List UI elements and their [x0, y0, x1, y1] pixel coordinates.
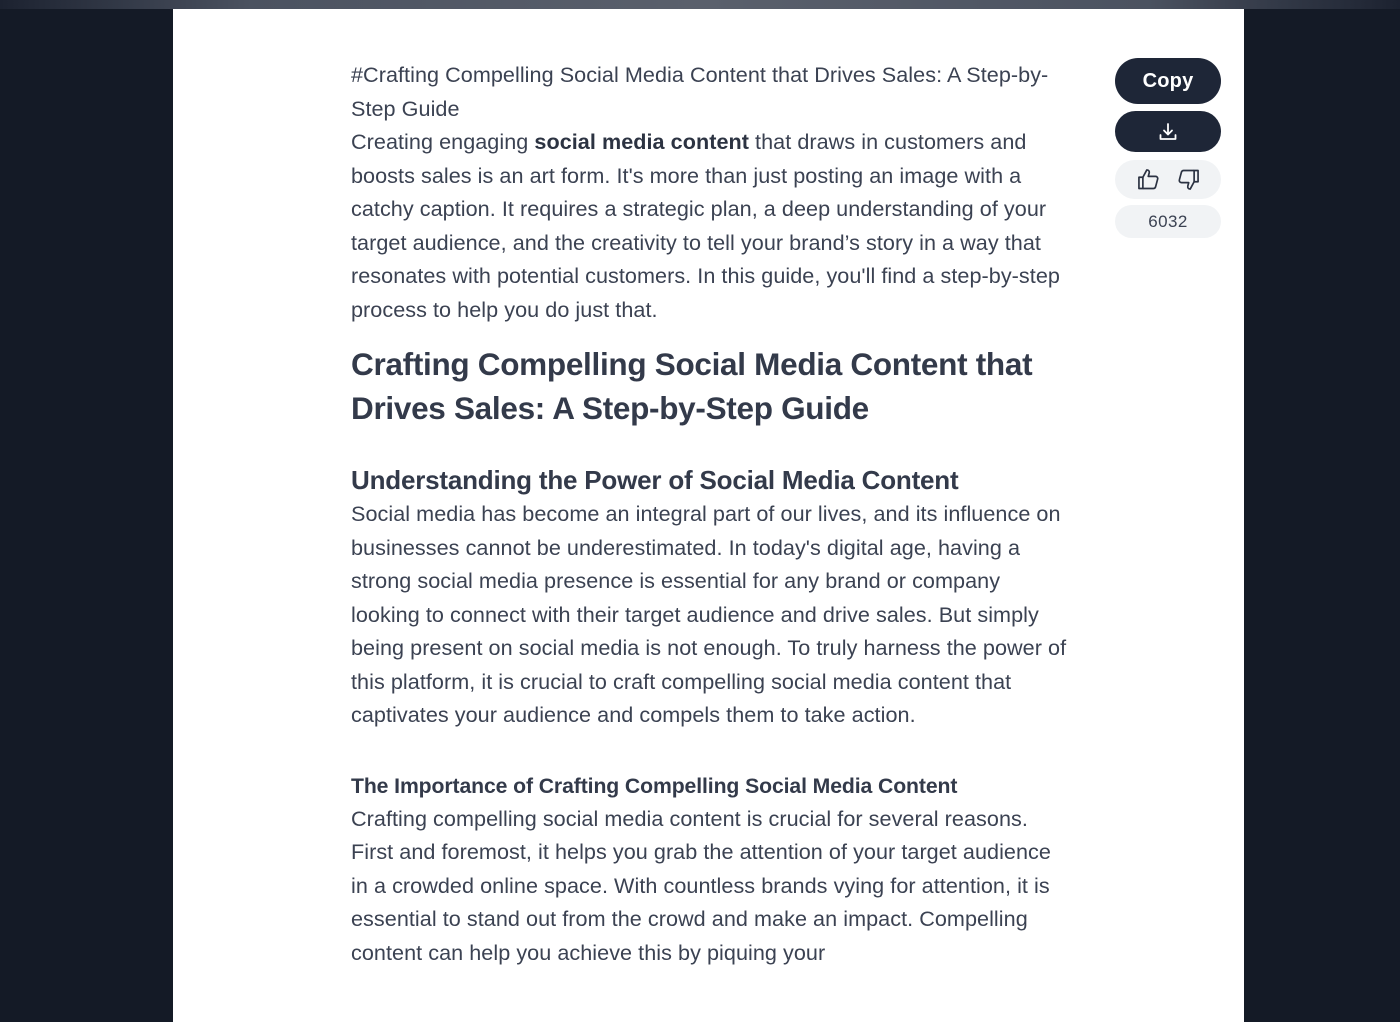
intro-paragraph: [351, 125, 1067, 326]
thumbs-up-icon[interactable]: [1134, 166, 1162, 194]
intro-text-start: Creating engaging: [351, 129, 535, 154]
section-paragraph: Social media has become an integral part of our lives, and its influence on businesses cannot be underestimated. In today's digital age, having a strong social media presence is essential for any brand or company looking to connect with their target audience and drive sales. But simply being present on social media is not enough. To truly harness the power of this platform, it is crucial to craft compelling social media content that captivates your audience and compels them to take action.: [351, 501, 1067, 727]
section-heading: Understanding the Power of Social Media Content: [351, 465, 959, 495]
subsection-heading: The Importance of Crafting Compelling Social Media Content: [351, 774, 958, 798]
intro-bold-keyword: social media content: [534, 129, 749, 154]
lead-title-text: #Crafting Compelling Social Media Content that Drives Sales: A Step-by-Step Guide: [351, 62, 1049, 121]
intro-text-end: that draws in customers and boosts sales is an art form. It's more than just posting an image with a catchy caption. It requires a strategic plan, a deep understanding of your target audience, and the creativity to tell your brand’s story in a way that resonates with potential customers. In this guide, you'll find a step-by-step process to help you do just that.: [351, 129, 1060, 322]
download-button[interactable]: [1115, 111, 1221, 152]
count-badge: 6032: [1115, 205, 1221, 238]
document-content: [351, 58, 1067, 969]
copy-button[interactable]: Copy: [1115, 58, 1221, 104]
document-panel: [173, 9, 1244, 1022]
window-top-bar: [0, 0, 1400, 9]
download-icon: [1157, 121, 1179, 143]
subsection-paragraph: Crafting compelling social media content is crucial for several reasons. First and foremost, it helps you grab the attention of your target audience in a crowded online space. With countless brands vying for attention, it is essential to stand out from the crowd and make an impact. Compelling content can help you achieve this by piquing your: [351, 805, 1051, 965]
thumbs-down-icon[interactable]: [1174, 166, 1202, 194]
feedback-pill: [1115, 160, 1221, 199]
action-column: [1115, 58, 1221, 238]
guide-heading: Crafting Compelling Social Media Content that Drives Sales: A Step-by-Step Guide: [351, 346, 1033, 426]
